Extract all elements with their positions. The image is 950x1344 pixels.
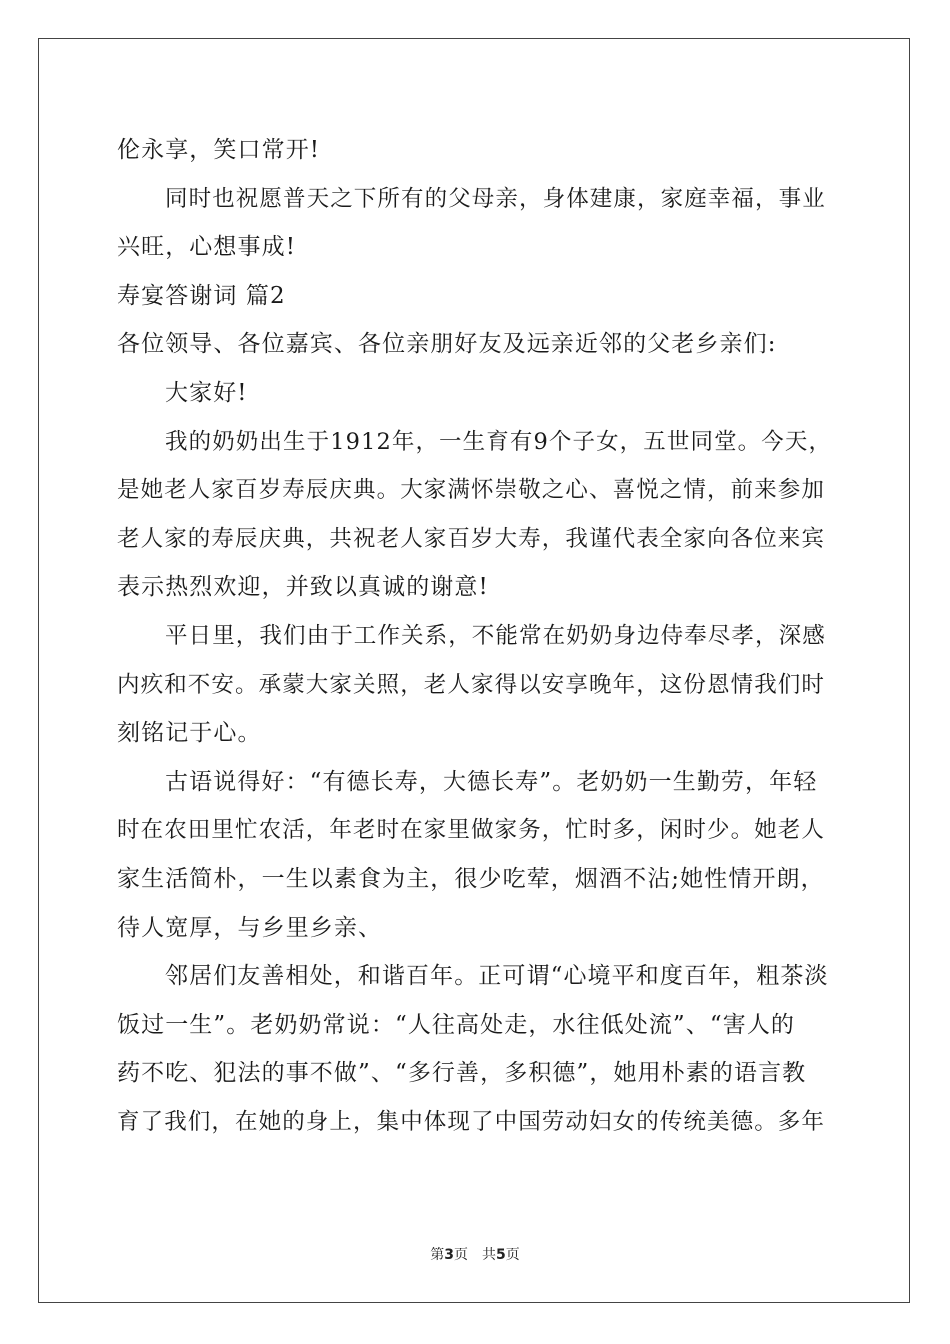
text-line: 家生活简朴，一生以素食为主，很少吃荤，烟酒不沾;她性情开朗， [117, 865, 825, 892]
footer-page-suffix: 页 [454, 1247, 468, 1263]
text-line: 平日里，我们由于工作关系，不能常在奶奶身边侍奉尽孝，深感 [165, 622, 826, 649]
footer-prefix: 第 [430, 1247, 445, 1263]
footer-total-suffix: 页 [505, 1247, 520, 1263]
text-line: 育了我们，在她的身上，集中体现了中国劳动妇女的传统美德。多年 [117, 1108, 826, 1135]
footer-total-prefix: 共 [482, 1247, 496, 1263]
text-line: 邻居们友善相处，和谐百年。正可谓“心境平和度百年，粗茶淡 [165, 963, 829, 990]
footer-current-page: 3 [444, 1247, 454, 1263]
text-line: 大家好! [165, 379, 248, 406]
text-line: 药不吃、犯法的事不做”、“多行善，多积德”，她用朴素的语言教 [117, 1060, 807, 1087]
text-line: 同时也祝愿普天之下所有的父母亲，身体建康，家庭幸福，事业 [165, 185, 826, 212]
text-line: 饭过一生”。老奶奶常说：“人往高处走，水往低处流”、“害人的 [117, 1011, 796, 1038]
text-line: 伦永享，笑口常开! [117, 137, 321, 163]
text-line: 各位领导、各位嘉宾、各位亲朋好友及远亲近邻的父老乡亲们: [117, 331, 777, 358]
text-line: 时在农田里忙农活，年老时在家里做家务，忙时多，闲时少。她老人 [117, 817, 826, 844]
text-line: 刻铭记于心。 [117, 720, 262, 747]
text-line: 古语说得好：“有德长寿，大德长寿”。老奶奶一生勤劳，年轻 [165, 768, 818, 795]
text-line: 内疚和不安。承蒙大家关照，老人家得以安享晚年，这份恩情我们时 [117, 671, 826, 698]
text-line: 待人宽厚，与乡里乡亲、 [117, 914, 383, 941]
text-line: 老人家的寿辰庆典，共祝老人家百岁大寿，我谨代表全家向各位来宾 [117, 525, 826, 552]
document-body [117, 126, 837, 1146]
text-line: 表示热烈欢迎，并致以真诚的谢意! [117, 574, 489, 601]
text-line: 兴旺，心想事成! [117, 234, 297, 261]
text-line: 我的奶奶出生于1912年，一生育有9个子女，五世同堂。今天， [165, 428, 833, 455]
text-line: 是她老人家百岁寿辰庆典。大家满怀崇敬之心、喜悦之情，前来参加 [117, 477, 826, 504]
footer-total-pages: 5 [496, 1247, 506, 1263]
text-line: 寿宴答谢词 篇2 [117, 282, 286, 309]
page-footer [0, 1244, 950, 1264]
